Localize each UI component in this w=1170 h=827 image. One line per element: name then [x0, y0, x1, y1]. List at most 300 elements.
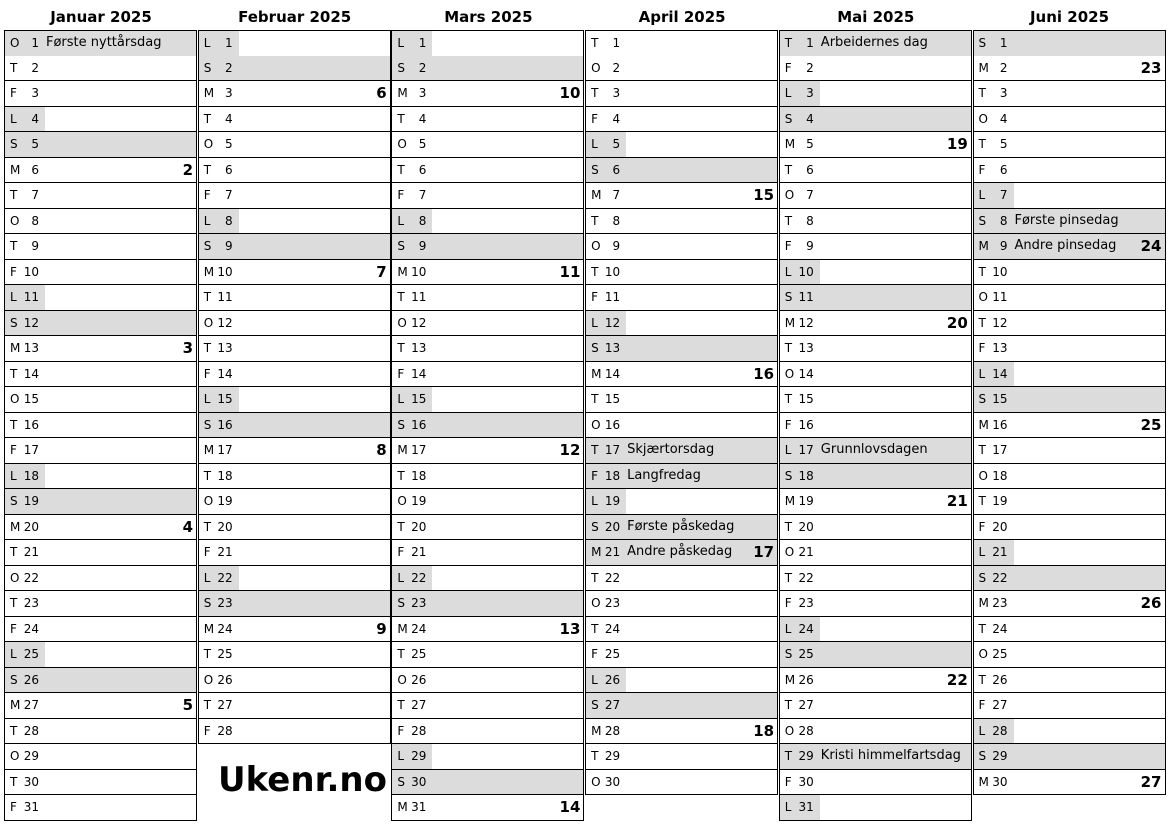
week-number: 4: [182, 517, 193, 536]
day-number: 10: [604, 264, 621, 279]
day-number: 22: [798, 570, 814, 585]
day-number: 14: [992, 366, 1008, 381]
day-row: [4, 642, 197, 668]
day-number: 7: [999, 188, 1008, 202]
day-row: [585, 158, 778, 184]
day-number: 21: [604, 545, 621, 559]
day-row: [4, 81, 197, 107]
weekday-letter: L: [784, 621, 792, 636]
day-row: [4, 260, 197, 286]
weekday-letter: T: [591, 749, 599, 763]
weekday-letter: S: [591, 162, 599, 177]
day-number: 17: [992, 443, 1008, 457]
day-row: [973, 183, 1166, 209]
day-number: 8: [31, 213, 39, 228]
site-logo[interactable]: Ukenr.no: [218, 760, 387, 800]
day-number: 19: [992, 494, 1008, 508]
weekday-letter: O: [203, 315, 214, 330]
day-number: 13: [217, 341, 233, 355]
weekday-letter: L: [784, 86, 792, 100]
day-number: 15: [23, 392, 39, 406]
week-number: 10: [559, 84, 581, 102]
day-row: [198, 56, 391, 82]
weekday-letter: F: [978, 341, 986, 355]
weekday-letter: S: [397, 417, 406, 432]
day-row: [198, 107, 391, 133]
day-row: [973, 285, 1166, 311]
weekday-letter: T: [397, 698, 405, 712]
day-row: [391, 591, 584, 617]
weekday-letter: L: [784, 443, 792, 457]
day-row: [779, 234, 972, 260]
day-row: [585, 311, 778, 337]
weekday-letter: M: [591, 188, 602, 202]
day-number: 2: [806, 60, 814, 75]
weekday-letter: F: [978, 519, 986, 534]
day-number: 17: [411, 443, 427, 457]
weekday-letter: M: [203, 264, 215, 279]
weekday-letter: T: [784, 749, 793, 763]
day-row: [973, 489, 1166, 515]
day-number: 15: [604, 392, 621, 406]
week-number: 26: [1140, 594, 1162, 612]
weekday-letter: S: [203, 239, 212, 253]
weekday-letter: L: [978, 545, 986, 559]
weekday-letter: T: [978, 264, 986, 279]
day-number: 5: [612, 137, 621, 151]
day-number: 6: [418, 162, 427, 177]
weekday-letter: T: [591, 621, 599, 636]
weekday-letter: T: [591, 443, 599, 457]
weekday-letter: O: [203, 137, 214, 151]
day-row: [4, 693, 197, 719]
day-row: [198, 311, 391, 337]
month-title: Juni 2025: [1029, 8, 1110, 26]
day-row: [4, 336, 197, 362]
day-number: 4: [225, 111, 233, 126]
day-row: [4, 413, 197, 439]
day-row: [973, 566, 1166, 592]
day-row: [391, 438, 584, 464]
weekday-letter: F: [397, 723, 405, 738]
day-number: 8: [999, 213, 1008, 228]
day-row: [973, 30, 1166, 57]
day-row: [391, 642, 584, 668]
day-number: 25: [798, 647, 814, 661]
weekday-letter: T: [397, 468, 405, 483]
day-row: [779, 642, 972, 668]
day-row: [779, 693, 972, 719]
week-number: 19: [946, 135, 968, 153]
weekday-letter: T: [397, 111, 405, 126]
weekday-letter: F: [591, 468, 598, 483]
weekday-letter: T: [10, 545, 18, 559]
day-number: 10: [411, 264, 427, 279]
weekday-letter: S: [397, 239, 406, 253]
weekday-letter: T: [591, 392, 599, 406]
weekday-letter: F: [397, 545, 405, 559]
day-row: [973, 56, 1166, 82]
day-number: 4: [418, 111, 427, 126]
week-number: 7: [376, 262, 387, 281]
day-number: 9: [806, 239, 814, 253]
weekday-letter: T: [10, 596, 18, 610]
weekday-letter: T: [203, 468, 212, 483]
day-row: [585, 81, 778, 107]
day-row: [779, 107, 972, 133]
day-row: [973, 540, 1166, 566]
weekday-letter: T: [10, 60, 18, 75]
weekday-letter: T: [978, 443, 986, 457]
day-row: [779, 158, 972, 184]
day-row: [973, 209, 1166, 235]
weekday-letter: O: [978, 647, 988, 661]
week-number: 2: [182, 160, 193, 179]
day-number: 18: [23, 468, 39, 483]
day-number: 12: [798, 315, 814, 330]
day-row: [585, 515, 778, 541]
day-row: [585, 566, 778, 592]
day-number: 24: [604, 621, 621, 636]
weekday-letter: M: [397, 443, 408, 457]
day-number: 22: [217, 570, 233, 585]
day-number: 22: [23, 570, 39, 585]
month-title: Mars 2025: [444, 8, 533, 26]
day-row: [585, 770, 778, 796]
day-number: 26: [23, 672, 39, 687]
day-number: 1: [612, 36, 621, 50]
day-row: [779, 413, 972, 439]
day-row: [4, 234, 197, 260]
week-number: 16: [753, 364, 775, 383]
day-row: [198, 617, 391, 643]
day-number: 28: [798, 723, 814, 738]
weekday-letter: T: [397, 647, 405, 661]
weekday-letter: S: [978, 392, 987, 406]
day-number: 23: [411, 596, 427, 610]
weekday-letter: F: [203, 723, 211, 738]
day-number: 30: [992, 774, 1008, 789]
day-number: 14: [411, 366, 427, 381]
day-row: [391, 795, 584, 821]
weekday-letter: M: [978, 239, 989, 253]
day-number: 28: [411, 723, 427, 738]
week-number: 20: [946, 313, 968, 332]
day-number: 5: [225, 137, 233, 151]
week-number: 15: [753, 186, 775, 204]
holiday-name: Kristi himmelfartsdag: [820, 748, 961, 763]
day-number: 3: [31, 86, 39, 100]
week-number: 22: [946, 670, 968, 689]
weekday-letter: L: [203, 213, 211, 228]
day-row: [198, 285, 391, 311]
weekday-letter: O: [591, 596, 601, 610]
weekday-letter: L: [978, 723, 986, 738]
day-number: 26: [411, 672, 427, 687]
day-number: 22: [992, 570, 1008, 585]
day-row: [779, 132, 972, 158]
day-number: 11: [798, 290, 814, 304]
day-number: 2: [418, 60, 427, 75]
day-number: 23: [798, 596, 814, 610]
day-number: 27: [992, 698, 1008, 712]
weekday-letter: S: [397, 60, 406, 75]
day-row: [198, 438, 391, 464]
weekday-letter: T: [784, 570, 793, 585]
weekday-letter: S: [591, 341, 599, 355]
weekday-letter: S: [784, 111, 793, 126]
week-number: 12: [559, 441, 581, 459]
day-number: 3: [418, 86, 427, 100]
day-number: 20: [604, 519, 621, 534]
weekday-letter: M: [397, 264, 408, 279]
day-row: [198, 566, 391, 592]
weekday-letter: M: [203, 86, 215, 100]
day-row: [585, 285, 778, 311]
holiday-name: Langfredag: [627, 467, 701, 483]
day-row: [973, 744, 1166, 770]
weekday-letter: F: [591, 111, 598, 126]
holiday-name: Andre pinsedag: [1014, 238, 1117, 253]
day-row: [4, 515, 197, 541]
day-number: 4: [999, 111, 1008, 126]
day-row: [973, 362, 1166, 388]
weekday-letter: T: [397, 519, 405, 534]
day-row: [973, 719, 1166, 745]
day-number: 28: [604, 723, 621, 738]
day-row: [779, 81, 972, 107]
day-number: 12: [23, 315, 39, 330]
day-number: 17: [798, 443, 814, 457]
day-row: [585, 107, 778, 133]
weekday-letter: L: [10, 647, 17, 661]
weekday-letter: T: [397, 162, 405, 177]
day-row: [973, 234, 1166, 260]
day-number: 24: [798, 621, 814, 636]
day-number: 7: [612, 188, 621, 202]
day-row: [779, 464, 972, 490]
day-number: 3: [612, 86, 621, 100]
day-row: [4, 56, 197, 82]
day-number: 21: [217, 545, 233, 559]
day-row: [198, 387, 391, 413]
day-row: [779, 260, 972, 286]
day-number: 17: [23, 443, 39, 457]
day-number: 18: [217, 468, 233, 483]
day-row: [973, 107, 1166, 133]
day-number: 27: [217, 698, 233, 712]
day-row: [391, 234, 584, 260]
weekday-letter: T: [784, 36, 793, 50]
day-number: 31: [798, 800, 814, 814]
day-row: [198, 183, 391, 209]
day-number: 12: [604, 315, 621, 330]
day-number: 1: [806, 36, 814, 50]
day-number: 20: [798, 519, 814, 534]
day-row: [973, 311, 1166, 337]
day-row: [4, 183, 197, 209]
day-row: [391, 489, 584, 515]
day-row: [198, 668, 391, 694]
day-row: [585, 744, 778, 770]
weekday-letter: F: [397, 366, 405, 381]
day-number: 22: [604, 570, 621, 585]
day-row: [4, 132, 197, 158]
weekday-letter: L: [203, 36, 211, 50]
day-number: 10: [992, 264, 1008, 279]
day-number: 8: [806, 213, 814, 228]
day-row: [585, 668, 778, 694]
day-number: 6: [806, 162, 814, 177]
day-number: 11: [604, 290, 621, 304]
day-number: 18: [411, 468, 427, 483]
weekday-letter: T: [591, 86, 599, 100]
day-number: 21: [411, 545, 427, 559]
weekday-letter: M: [397, 86, 408, 100]
weekday-letter: F: [591, 647, 598, 661]
weekday-letter: T: [10, 366, 18, 381]
day-number: 9: [612, 239, 621, 253]
weekday-letter: L: [591, 494, 598, 508]
day-number: 25: [217, 647, 233, 661]
week-number: 3: [182, 339, 193, 357]
weekday-letter: T: [397, 290, 405, 304]
weekday-letter: O: [203, 494, 214, 508]
day-row: [4, 617, 197, 643]
day-number: 31: [23, 800, 39, 814]
day-row: [4, 30, 197, 57]
day-number: 4: [806, 111, 814, 126]
weekday-letter: O: [978, 290, 988, 304]
day-row: [585, 642, 778, 668]
weekday-letter: S: [591, 519, 599, 534]
week-number: 6: [376, 84, 387, 102]
weekday-letter: L: [10, 468, 17, 483]
day-row: [198, 540, 391, 566]
weekday-letter: M: [978, 60, 989, 75]
day-number: 19: [23, 494, 39, 508]
day-row: [198, 234, 391, 260]
weekday-letter: O: [10, 213, 20, 228]
day-number: 13: [992, 341, 1008, 355]
day-row: [973, 617, 1166, 643]
day-row: [585, 693, 778, 719]
weekday-letter: M: [978, 596, 989, 610]
day-row: [391, 744, 584, 770]
day-row: [391, 668, 584, 694]
day-number: 26: [992, 672, 1008, 687]
day-row: [4, 387, 197, 413]
day-row: [391, 387, 584, 413]
day-row: [391, 132, 584, 158]
day-row: [779, 30, 972, 57]
day-row: [198, 209, 391, 235]
day-row: [779, 515, 972, 541]
day-row: [198, 132, 391, 158]
day-row: [198, 489, 391, 515]
weekday-letter: F: [397, 188, 405, 202]
weekday-letter: T: [784, 341, 793, 355]
day-row: [4, 158, 197, 184]
weekday-letter: O: [784, 545, 795, 559]
weekday-letter: O: [397, 672, 407, 687]
day-row: [391, 362, 584, 388]
weekday-letter: O: [397, 137, 407, 151]
weekday-letter: S: [397, 774, 406, 789]
weekday-letter: T: [203, 647, 212, 661]
month-title: Februar 2025: [238, 8, 352, 26]
day-row: [391, 56, 584, 82]
day-number: 21: [992, 545, 1008, 559]
day-number: 12: [992, 315, 1008, 330]
day-row: [779, 438, 972, 464]
weekday-letter: F: [784, 596, 792, 610]
weekday-letter: T: [784, 213, 793, 228]
weekday-letter: F: [784, 774, 792, 789]
day-row: [198, 336, 391, 362]
day-row: [391, 719, 584, 745]
day-number: 16: [23, 417, 39, 432]
day-row: [198, 464, 391, 490]
week-number: 25: [1140, 415, 1162, 434]
day-number: 24: [992, 621, 1008, 636]
day-row: [391, 260, 584, 286]
weekday-letter: S: [203, 596, 212, 610]
weekday-letter: S: [10, 137, 18, 151]
day-number: 12: [217, 315, 233, 330]
day-number: 27: [604, 698, 621, 712]
weekday-letter: F: [10, 800, 17, 814]
day-row: [4, 438, 197, 464]
weekday-letter: T: [978, 86, 986, 100]
weekday-letter: T: [591, 264, 599, 279]
day-number: 28: [992, 723, 1008, 738]
holiday-name: Arbeidernes dag: [820, 35, 928, 50]
day-row: [391, 285, 584, 311]
day-number: 11: [217, 290, 233, 304]
day-row: [4, 285, 197, 311]
weekday-letter: T: [203, 290, 212, 304]
day-number: 19: [411, 494, 427, 508]
day-row: [198, 719, 391, 745]
day-number: 22: [411, 570, 427, 585]
day-row: [198, 81, 391, 107]
day-row: [779, 566, 972, 592]
day-number: 14: [23, 366, 39, 381]
day-number: 5: [999, 137, 1008, 151]
weekday-letter: S: [784, 647, 793, 661]
day-row: [585, 464, 778, 490]
day-number: 9: [418, 239, 427, 253]
day-number: 31: [411, 800, 427, 814]
day-row: [585, 260, 778, 286]
weekday-letter: O: [784, 723, 795, 738]
day-row: [4, 795, 197, 821]
day-row: [391, 566, 584, 592]
weekday-letter: T: [203, 341, 212, 355]
day-number: 7: [31, 188, 39, 202]
day-row: [585, 617, 778, 643]
day-number: 6: [225, 162, 233, 177]
weekday-letter: M: [784, 315, 796, 330]
holiday-name: Grunnlovsdagen: [820, 442, 928, 457]
weekday-letter: S: [784, 468, 793, 483]
weekday-letter: F: [10, 443, 17, 457]
day-row: [973, 336, 1166, 362]
day-row: [391, 158, 584, 184]
week-number: 14: [559, 798, 581, 816]
weekday-letter: F: [978, 162, 986, 177]
